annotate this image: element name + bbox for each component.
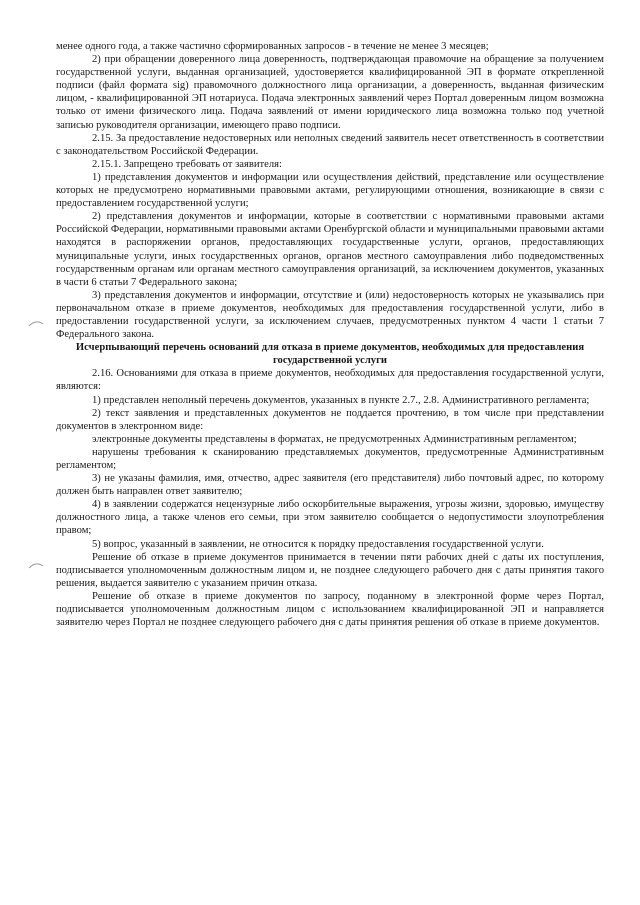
paragraph: электронные документы представлены в форматах, не предусмотренных Административным регламентом;	[92, 433, 577, 445]
paragraph: нарушены требования к сканированию представляемых документов, предусмотренные Административным регламентом;	[56, 446, 604, 471]
paragraph: 1) представлен неполный перечень документов, указанных в пункте 2.7., 2.8. Административного регламента;	[92, 394, 590, 406]
paragraph: 2.15.1. Запрещено требовать от заявителя:	[92, 158, 282, 170]
paragraph: 1) представления документов и информации или осуществления действий, представление или осуществление которых не предусмотрено нормативными правовыми актами, регулирующими отношения, возникающие в связи с предоставлением государственной услуги;	[56, 171, 604, 210]
scan-mark-icon	[28, 318, 44, 328]
paragraph: 2.15. За предоставление недостоверных или неполных сведений заявитель несет ответственность в соответствии с законодательством Российской Федерации.	[56, 132, 604, 157]
document-page	[56, 40, 604, 629]
paragraph: менее одного года, а также частично сформированных запросов - в течение не менее 3 месяцев;	[56, 41, 489, 52]
paragraph: 3) не указаны фамилия, имя, отчество, адрес заявителя (его представителя) либо почтовый адрес, по которому должен быть направлен ответ заявителю;	[56, 473, 604, 498]
paragraph: 4) в заявлении содержатся нецензурные либо оскорбительные выражения, угрозы жизни, здоровью, имуществу должностного лица, а также членов его семьи, при этом заявителю сообщается о недопустимости злоупотребления правом;	[56, 499, 604, 537]
paragraph: 2) представления документов и информации, которые в соответствии с нормативными правовыми актами Российской Федерации, нормативными правовыми актами Оренбургской области и муниципальными правовыми актами находятся в распоряжении органов, предоставляющих государственные услуги, органов, предоставляющих муниципальные услуги, иных государственных органов, органов местного самоуправления либо подведомственных государственным органам или органам местного самоуправления организаций, за исключением документов, указанных в части 6 статьи 7 Федерального закона;	[56, 211, 604, 288]
paragraph: 2) текст заявления и представленных документов не поддается прочтению, в том числе при представлении документов в электронном виде:	[56, 407, 604, 432]
paragraph: Решение об отказе в приеме документов принимается в течении пяти рабочих дней с даты их поступления, подписывается уполномоченным должностным лицом и, не позднее следующего рабочего дня с даты принятия такого решения, выдается заявителю с указанием причин отказа.	[56, 551, 604, 589]
paragraph: 2) при обращении доверенного лица доверенность, подтверждающая правомочие на обращение за получением государственной услуги, выданная организацией, удостоверяется квалифицированной ЭП в формате открепленной подписи (файл формата sig) правомочного должностного лица организации, а доверенность, выданная физическим лицом, - квалифицированной ЭП нотариуса. Подача электронных заявлений через Портал доверенным лицом возможна только от имени физического лица. Подача заявлений от имени юридического лица возможна только под учетной записью руководителя организации, имеющего право подписи.	[56, 54, 604, 131]
section-heading: Исчерпывающий перечень оснований для отказа в приеме документов, необходимых для предоставления государственной услуги	[75, 342, 585, 367]
scan-mark-icon	[28, 560, 44, 570]
paragraph: Решение об отказе в приеме документов по запросу, поданному в электронной форме через Портал, подписывается уполномоченным должностным лицом с использованием квалифицированной ЭП и направляется заявителю через Портал не позднее следующего рабочего дня с даты принятия решения об отказе в приеме документов.	[56, 590, 604, 629]
paragraph: 2.16. Основаниями для отказа в приеме документов, необходимых для предоставления государственной услуги, являются:	[56, 368, 604, 393]
paragraph: 5) вопрос, указанный в заявлении, не относится к порядку предоставления государственной услуги.	[92, 538, 544, 550]
paragraph: 3) представления документов и информации, отсутствие и (или) недостоверность которых не указывались при первоначальном отказе в приеме документов, необходимых для предоставления государственной услуги, либо в предоставлении государственной услуги, за исключением случаев, предусмотренных пунктом 4 части 1 статьи 7 Федерального закона.	[56, 289, 604, 341]
